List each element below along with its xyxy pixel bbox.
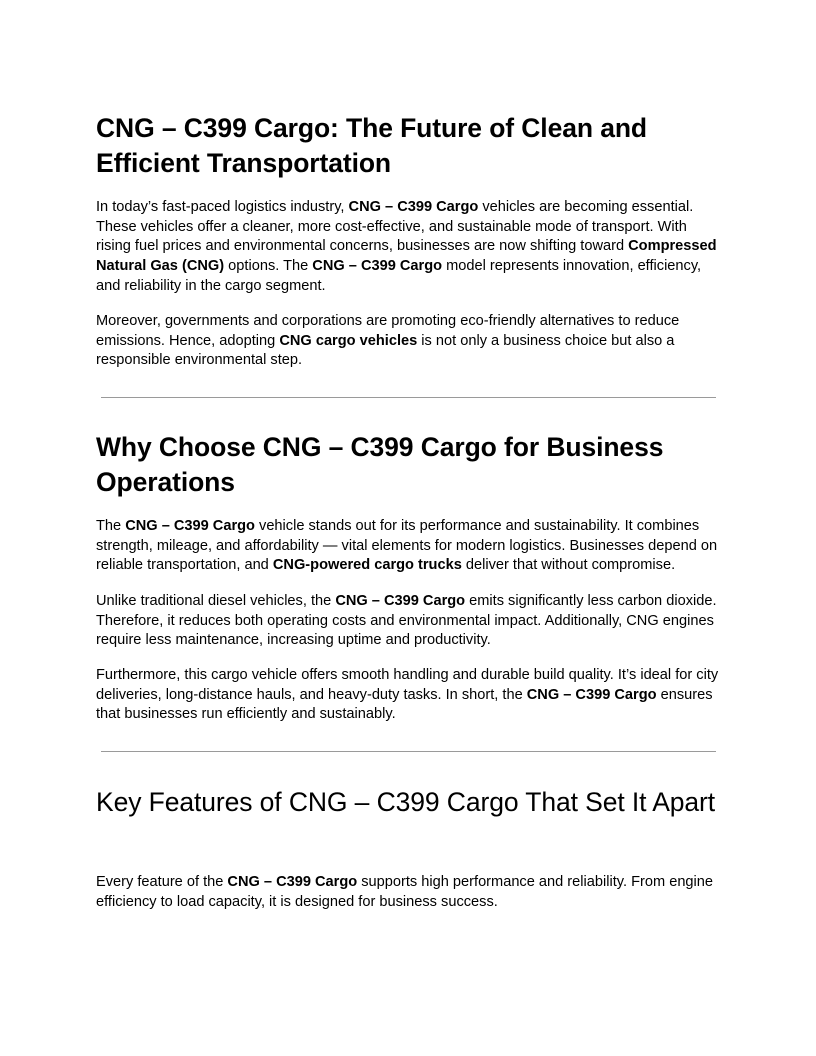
- section-2-paragraph-2: [96, 592, 722, 651]
- bold-run: CNG – C399 Cargo: [312, 258, 443, 275]
- text-run: Moreover, governments and corporations are promoting eco-friendly alternatives to reduce emissions. Hence, adopting: [96, 313, 680, 349]
- bold-run: CNG-powered cargo trucks: [272, 557, 462, 574]
- section-1-paragraph-2: [96, 312, 722, 371]
- section-3-heading: Key Features of CNG – C399 Cargo That Set It Apart: [96, 787, 716, 817]
- section-divider: [101, 397, 716, 398]
- bold-run: CNG – C399 Cargo: [335, 593, 466, 609]
- text-run: Unlike traditional diesel vehicles, the: [96, 593, 336, 609]
- text-run: Furthermore, this cargo vehicle offers smooth handling and durable build quality. It’s ideal for city deliveries, long-distance hauls, and heavy-duty tasks. In short, the: [96, 667, 719, 703]
- text-run: vehicle stands out for its performance and sustainability. It combines strength, mileage, and affordability — vital elements for modern logistics. Businesses depend on reliable transportation, and: [96, 518, 718, 574]
- text-run: In today’s fast-paced logistics industry,: [96, 199, 349, 215]
- text-run: model represents innovation, efficiency, and reliability in the cargo segment.: [96, 258, 702, 294]
- section-divider: [101, 751, 716, 752]
- bold-run: CNG – C399 Cargo: [125, 518, 255, 534]
- bold-run: CNG – C399 Cargo: [227, 874, 358, 890]
- text-run: vehicles are becoming essential. These vehicles offer a cleaner, more cost-effective, and sustainable mode of transport. With rising fuel prices and environmental concerns, businesses are now shifting toward: [96, 199, 694, 255]
- text-run: The: [96, 518, 126, 534]
- bold-run: CNG – C399 Cargo: [526, 686, 657, 703]
- text-run: ensures that businesses run efficiently and sustainably.: [96, 686, 713, 723]
- text-run: Every feature of the: [96, 874, 228, 890]
- bold-run: Compressed Natural Gas (CNG): [96, 238, 717, 275]
- section-2-paragraph-1: [96, 517, 722, 576]
- text-run: supports high performance and reliability. From engine efficiency to load capacity, it is designed for business success.: [96, 874, 714, 910]
- text-run: options. The: [224, 258, 313, 275]
- text-run: is not only a business choice but also a responsible environmental step.: [96, 332, 675, 369]
- text-run: emits significantly less carbon dioxide. Therefore, it reduces both operating costs and environmental impact. Additionally, CNG engines require less maintenance, increasing uptime and productivity.: [96, 593, 717, 649]
- section-1-heading: CNG – C399 Cargo: The Future of Clean and Efficient Transportation: [96, 113, 648, 178]
- bold-run: CNG – C399 Cargo: [348, 199, 479, 215]
- section-2-paragraph-3: [96, 666, 722, 725]
- text-run: deliver that without compromise.: [461, 557, 676, 574]
- section-3-paragraph-1: [96, 873, 722, 912]
- section-1-paragraph-1: [96, 198, 722, 297]
- bold-run: CNG cargo vehicles: [279, 332, 418, 349]
- section-2-heading: Why Choose CNG – C399 Cargo for Business Operations: [96, 432, 664, 497]
